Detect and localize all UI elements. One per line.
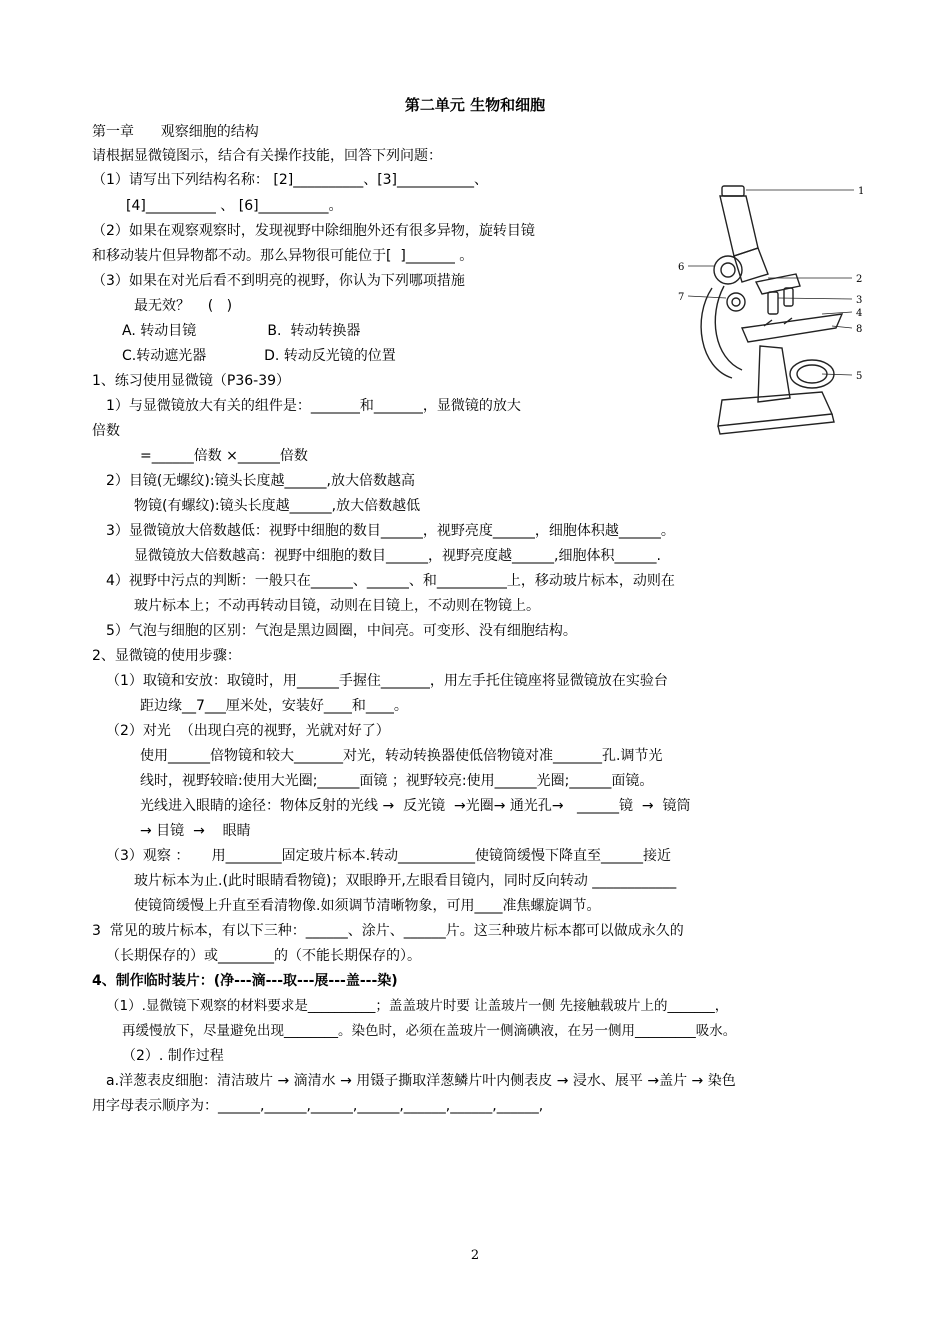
text-line: → 目镜 → 眼睛 <box>140 823 251 839</box>
page-number: 2 <box>470 1248 480 1263</box>
section-heading: 2、显微镜的使用步骤： <box>92 648 241 664</box>
text-line: 最无效？ ( ) <box>134 298 233 314</box>
figure-label: 8 <box>856 324 863 335</box>
section-heading: 1、练习使用显微镜（P36-39） <box>92 373 291 389</box>
text-line: 5）气泡与细胞的区别：气泡是黑边圆圈，中间亮。可变形、没有细胞结构。 <box>106 623 577 639</box>
text-line: （3）观察 ： 用________固定玻片标本.转动___________使镜筒缓慢下降直至______接近 <box>106 848 672 864</box>
figure-label: 6 <box>678 262 685 273</box>
text-line: （1）取镜和安放：取镜时，用______手握住_______，用左手托住镜座将显微镜放在实验台 <box>106 673 668 689</box>
text-line: 请根据显微镜图示，结合有关操作技能，回答下列问题： <box>92 148 442 164</box>
microscope-figure <box>672 178 877 438</box>
text-line: 使镜筒缓慢上升直至看清物像.如须调节清晰物象，可用____准焦螺旋调节。 <box>134 898 601 914</box>
text-line: 使用______倍物镜和较大_______对光，转动转换器使低倍物镜对准_______孔.调节光 <box>140 748 663 764</box>
figure-label: 4 <box>856 308 863 319</box>
text-line: 2）目镜(无螺纹):镜头长度越______,放大倍数越高 <box>106 473 415 489</box>
text-line: 显微镜放大倍数越高：视野中细胞的数目______，视野亮度越______,细胞体积______. <box>134 548 661 564</box>
text-line: 4）视野中污点的判断：一般只在______、______、和__________上，移动玻片标本，动则在 <box>106 573 675 589</box>
text-line: （1）请写出下列结构名称： [2]__________、[3]___________、 <box>92 172 489 188</box>
microscope-illustration <box>672 178 877 438</box>
text-line: a.洋葱表皮细胞：清洁玻片 → 滴清水 → 用镊子撕取洋葱鳞片叶内侧表皮 → 浸水、展平 →盖片 → 染色 <box>106 1073 736 1089</box>
text-line: C.转动遮光器 D. 转动反光镜的位置 <box>122 348 396 364</box>
section-heading: 3 常见的玻片标本，有以下三种：______、涂片、______片。这三种玻片标本都可以做成永久的 <box>92 923 684 939</box>
text-line: 距边缘__7___厘米处，安装好____和____。 <box>140 698 408 714</box>
text-line: 倍数 <box>92 423 120 439</box>
text-line: （1）.显微镜下观察的材料要求是__________；盖盖玻片时要 让盖玻片一侧 先接触载玻片上的_______， <box>106 998 729 1014</box>
text-line: 玻片标本为止.(此时眼睛看物镜)；双眼睁开,左眼看目镜内，同时反向转动 ____________ <box>134 873 677 889</box>
text-line: （2）如果在观察观察时，发现视野中除细胞外还有很多异物，旋转目镜 <box>92 223 535 239</box>
text-line: 再缓慢放下，尽量避免出现________。染色时，必须在盖玻片一侧滴碘液，在另一侧用_________吸水。 <box>122 1023 737 1039</box>
text-line: 物镜(有螺纹):镜头长度越______,放大倍数越低 <box>134 498 421 514</box>
text-line: （2）对光 （出现白亮的视野，光就对好了） <box>106 723 390 739</box>
text-line: （2）. 制作过程 <box>122 1048 224 1064</box>
text-line: 用字母表示顺序为：______,______,______,______,______,______,______, <box>92 1098 544 1114</box>
text-line: 光线进入眼睛的途径：物体反射的光线 → 反光镜 →光圈→ 通光孔→ ______镜 → 镜筒 <box>140 798 691 814</box>
figure-label: 5 <box>856 371 863 382</box>
text-line: [4]__________ 、 [6]__________。 <box>126 198 343 214</box>
text-line: A. 转动目镜 B. 转动转换器 <box>122 323 361 339</box>
figure-label: 3 <box>856 295 863 306</box>
text-line: 第一章 观察细胞的结构 <box>92 124 259 140</box>
figure-label: 1 <box>858 186 865 197</box>
figure-label: 7 <box>678 292 685 303</box>
figure-label: 2 <box>856 274 863 285</box>
page-title: 第二单元 生物和细胞 <box>404 96 546 114</box>
text-line: 1）与显微镜放大有关的组件是：_______和_______，显微镜的放大 <box>106 398 521 414</box>
text-line: 和移动装片但异物都不动。那么异物很可能位于[ ]_______ 。 <box>92 248 474 264</box>
section-heading: 4、制作临时装片：(净---滴---取---展---盖---染) <box>92 973 398 989</box>
text-line: 玻片标本上；不动再转动目镜，动则在目镜上，不动则在物镜上。 <box>134 598 540 614</box>
text-line: （长期保存的）或________的（不能长期保存的）。 <box>106 948 421 964</box>
text-line: =______倍数 ×______倍数 <box>140 448 308 464</box>
text-line: 3）显微镜放大倍数越低：视野中细胞的数目______，视野亮度______，细胞体积越______。 <box>106 523 675 539</box>
text-line: 线时，视野较暗:使用大光圈;______面镜 ；视野较亮:使用______光圈;______面镜。 <box>140 773 654 789</box>
text-line: （3）如果在对光后看不到明亮的视野，你认为下列哪项措施 <box>92 273 465 289</box>
